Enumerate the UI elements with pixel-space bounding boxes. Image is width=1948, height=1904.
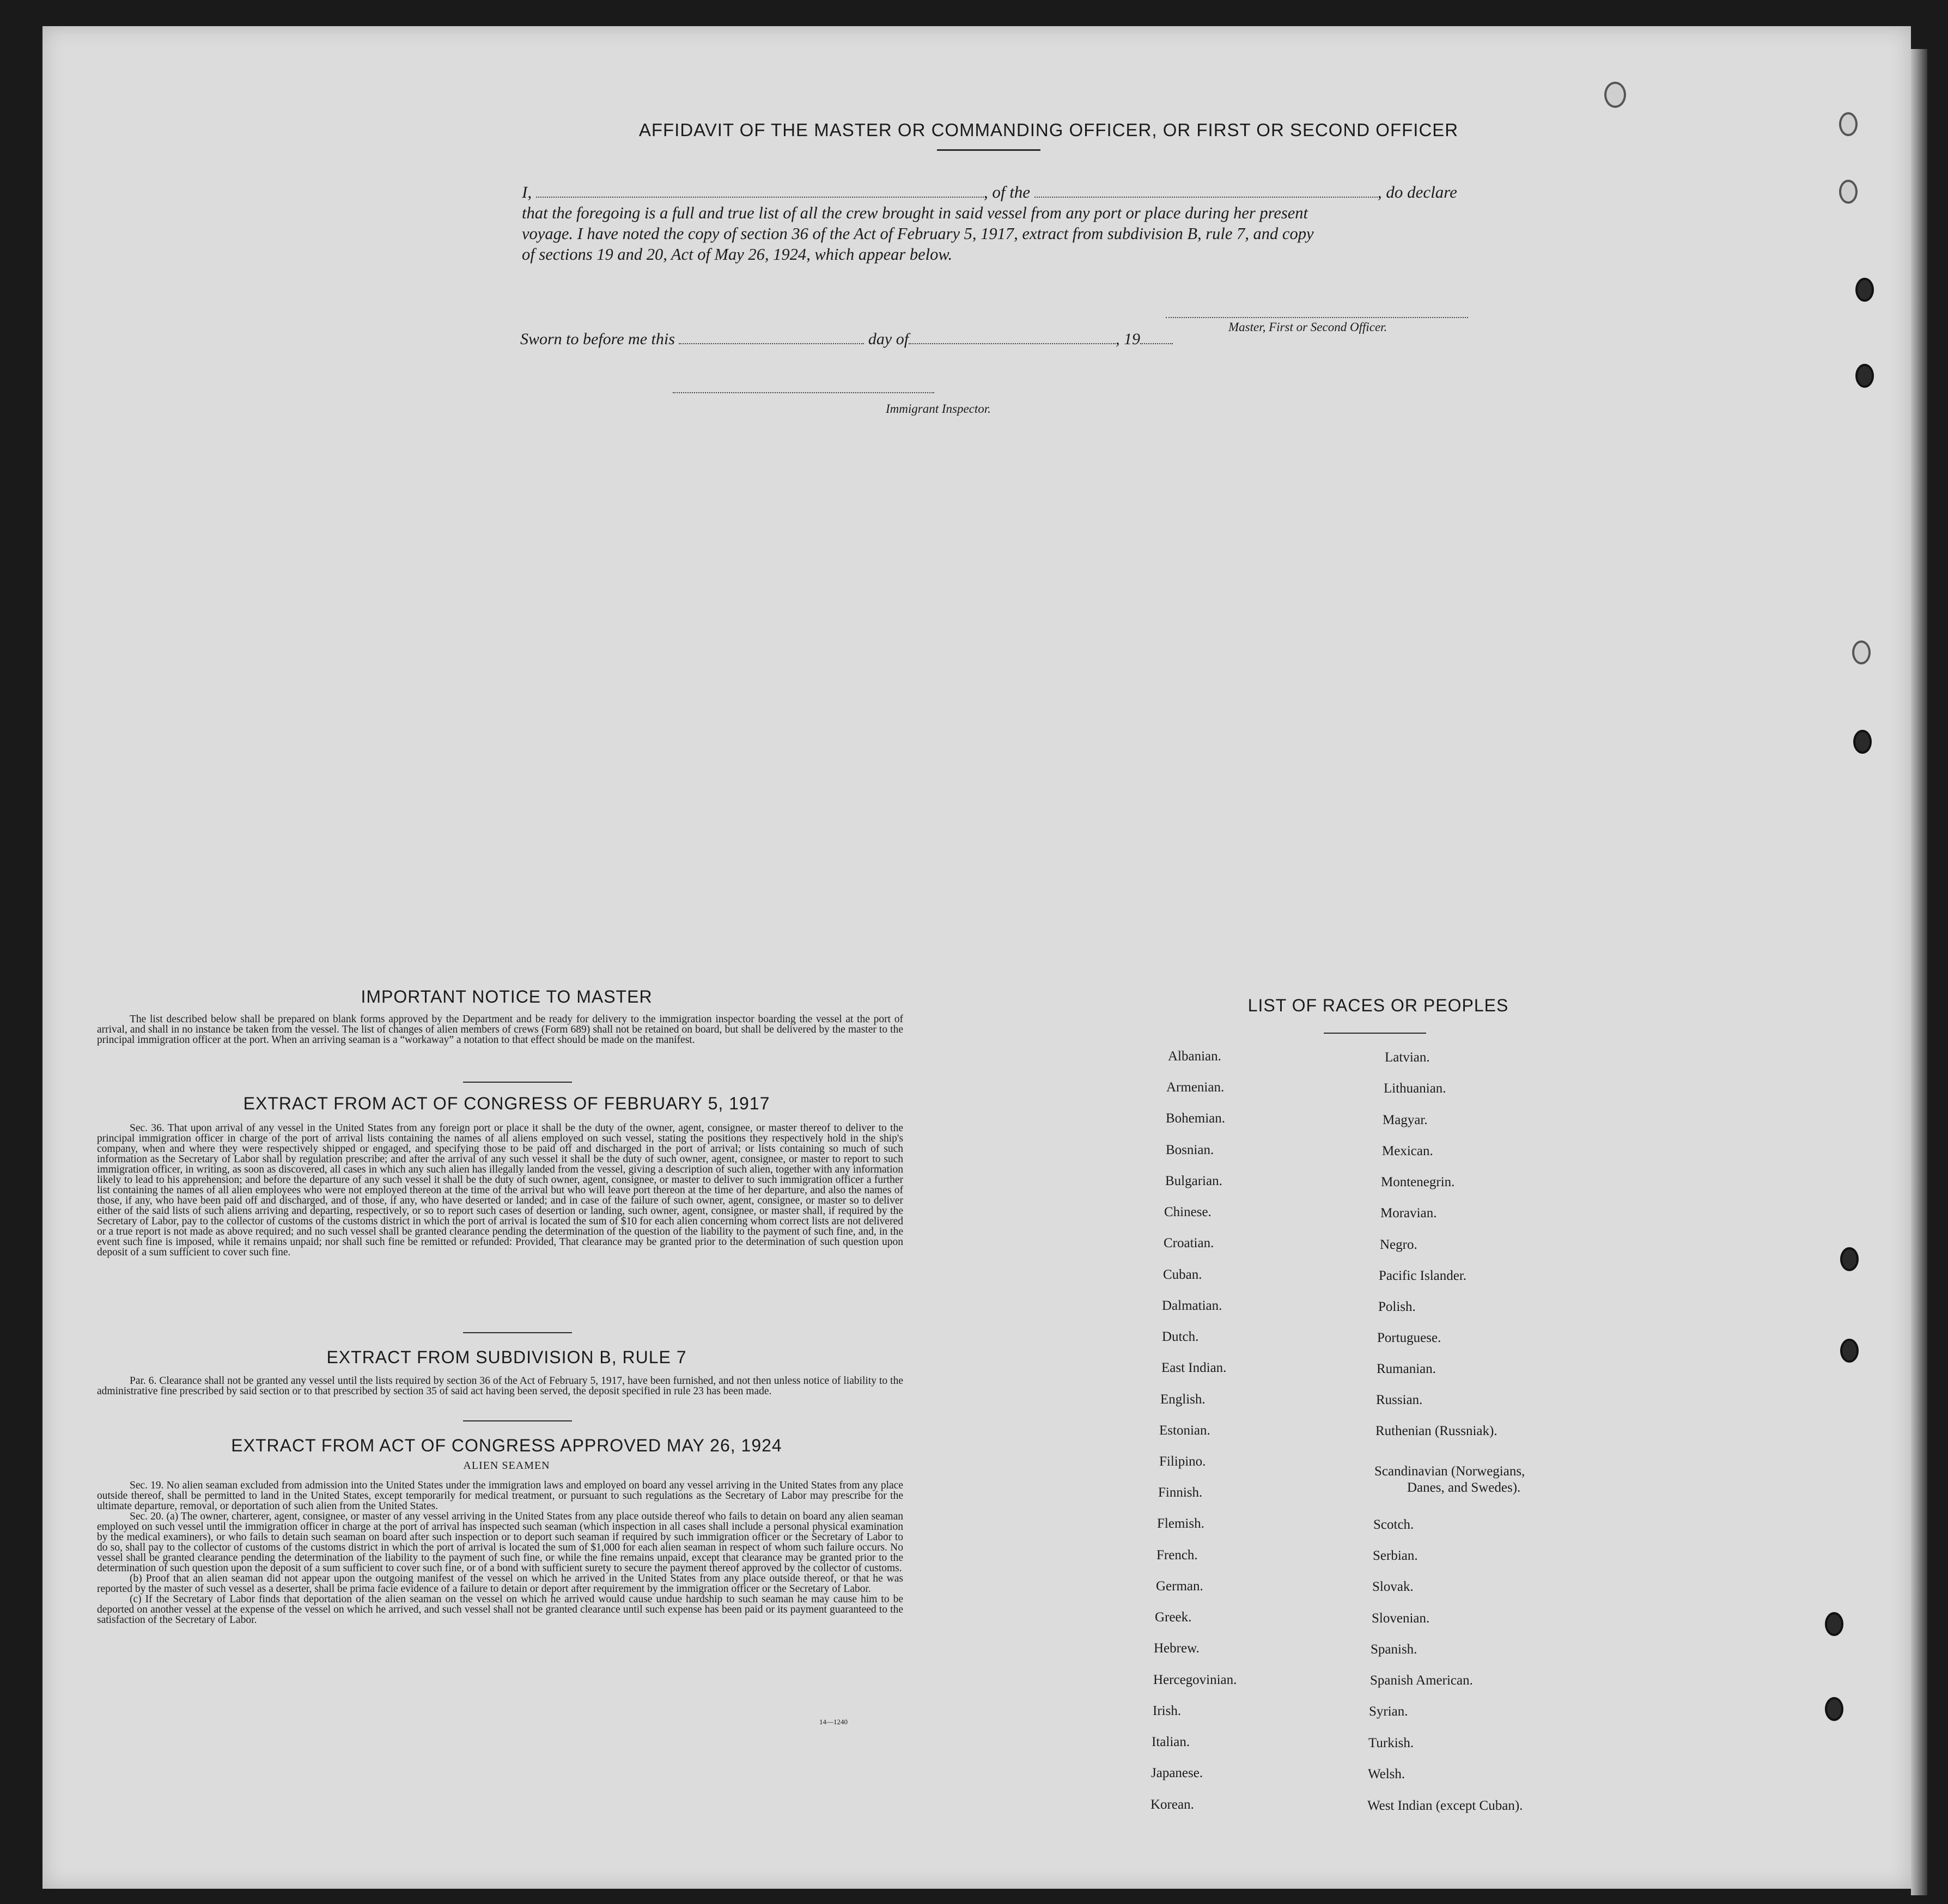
divider [463, 1420, 572, 1421]
races-title: LIST OF RACES OR PEOPLES [1247, 996, 1509, 1015]
race-item: Hercegovinian. [1153, 1673, 1237, 1687]
race-item: Armenian. [1166, 1080, 1225, 1095]
sec20c-text: (c) If the Secretary of Labor finds that deportation of the alien seaman on the vessel on which he arrived would cause undue hardship to such seaman he may cause him to be deported on another vessel at the expense of the vessel on which he arrived, and such vessel shall not be granted clearance until such expense has been paid or its payment guaranteed to the satisfaction of the Secretary of Labor. [97, 1594, 903, 1626]
notice-title: IMPORTANT NOTICE TO MASTER [361, 987, 653, 1006]
binder-hole [1825, 1697, 1843, 1721]
binder-hole [1839, 180, 1858, 204]
race-item: Danes, and Swedes). [1407, 1480, 1521, 1495]
form-number: 14—1240 [819, 1718, 848, 1726]
sworn-month-field[interactable] [909, 330, 1116, 344]
race-item: Negro. [1380, 1237, 1417, 1252]
master-signature-label: Master, First or Second Officer. [1228, 320, 1387, 334]
extract-1924-body [97, 1480, 903, 1625]
affidavit-body [522, 182, 1508, 265]
sworn-year-field[interactable] [1140, 330, 1173, 344]
race-item: Polish. [1378, 1299, 1416, 1314]
race-item: Welsh. [1368, 1767, 1405, 1781]
race-item: Spanish. [1371, 1642, 1417, 1657]
binder-hole [1840, 1247, 1859, 1271]
race-item: Turkish. [1368, 1736, 1414, 1750]
affidavit-i-label: I, [522, 182, 532, 202]
race-item: Bulgarian. [1165, 1174, 1222, 1188]
race-item: Greek. [1155, 1610, 1192, 1625]
race-item: Rumanian. [1377, 1362, 1436, 1376]
race-item: Ruthenian (Russniak). [1375, 1424, 1497, 1438]
race-item: French. [1156, 1548, 1198, 1563]
race-item: Italian. [1152, 1735, 1190, 1749]
race-item: Bosnian. [1166, 1143, 1214, 1157]
notice-text: The list described below shall be prepared on blank forms approved by the Department and be ready for delivery to the immigration inspector boarding the vessel at the port of arrival, and shall in no instance be taken from the vessel. The list of changes of alien members of crews (Form 689) shall not be retained on board, but shall be delivered by the master to the principal immigration officer at the port. When an arriving seaman is a “workaway” a notation to that effect should be made on the manifest. [97, 1014, 903, 1046]
race-item: Filipino. [1159, 1454, 1206, 1469]
race-item: Magyar. [1383, 1113, 1428, 1127]
extract-1924-title: EXTRACT FROM ACT OF CONGRESS APPROVED MAY 26, 1924 [231, 1436, 782, 1455]
race-item: Estonian. [1159, 1423, 1210, 1438]
race-item: Slovenian. [1372, 1611, 1430, 1626]
sworn-label: Sworn to before me this [520, 330, 675, 348]
inspector-label: Immigrant Inspector. [886, 402, 991, 416]
binder-hole [1825, 1612, 1843, 1636]
name-blank-field[interactable] [536, 184, 984, 198]
race-item: Latvian. [1385, 1050, 1430, 1065]
race-item: English. [1160, 1392, 1206, 1407]
binder-hole [1852, 640, 1871, 664]
inspector-signature-line[interactable] [673, 392, 934, 393]
race-item: Korean. [1150, 1797, 1194, 1812]
affidavit-line-2: voyage. I have noted the copy of section 36 of the Act of February 5, 1917, extract from subdivision B, rule 7, and copy [522, 224, 1314, 243]
race-item: Scotch. [1373, 1517, 1414, 1532]
race-item: Flemish. [1157, 1516, 1204, 1531]
extract-1917-text: Sec. 36. That upon arrival of any vessel in the United States from any foreign port or place it shall be the duty of the owner, agent, consignee, or master thereof to deliver to the principal immigration officer in charge of the port of arrival lists containing the names of all aliens employed on such vessel, stating the positions they respectively hold in the ship's company, when and where they were respectively shipped or engaged, and specifying those to be paid off and discharged in the port of arrival; or lists containing so much of such information as the Secretary of Labor shall by regulation prescribe; and after the arrival of any such vessel it shall be the duty of such owner, agent, consignee, or master to report to such immigration officer, in writing, as soon as discovered, all cases in which any such alien has illegally landed from the vessel, giving a description of such alien, together with any information likely to lead to his apprehension; and before the departure of any such vessel it shall be the duty of such owner, agent, consignee, or master to deliver to such immigration officer a further list containing the names of all alien employees who were not employed thereon at the time of the arrival but who will leave port thereon at the time of her departure, and also the names of those, if any, who have been paid off and discharged, and of those, if any, who have deserted or landed; and in case of the failure of such owner, agent, consignee, or master so to deliver either of the said lists of such aliens arriving and departing, respectively, or so to report such cases of desertion or landing, such owner, agent, consignee, or master shall, if required by the Secretary of Labor, pay to the collector of customs of the customs district in which the port of arrival is located the sum of $10 for each alien concerning whom correct lists are not delivered or a true report is not made as above required; and no such vessel shall be granted clearance pending the determination of the question of the liability to the payment of such fine, and, in the event such fine is imposed, while it remains unpaid; nor shall such fine be remitted or refunded: Provided, That clearance may be granted prior to the determination of such question upon deposit of a sum sufficient to cover such fine. [97, 1122, 903, 1258]
race-item: Cuban. [1163, 1267, 1202, 1282]
year-prefix: , 19 [1116, 330, 1141, 348]
race-item: Dalmatian. [1162, 1298, 1222, 1313]
race-item: Albanian. [1168, 1049, 1221, 1064]
race-item: Serbian. [1373, 1548, 1418, 1563]
divider [463, 1332, 572, 1333]
binder-hole [1855, 278, 1874, 302]
binder-hole [1604, 82, 1626, 108]
sec20a-text: Sec. 20. (a) The owner, charterer, agent, consignee, or master of any vessel arriving in the United States from any place outside thereof who fails to detain on board any alien seaman employed on such vessel until the immigration officer in charge at the port of arrival has inspected such seaman (which inspection in all cases shall include a personal physical examination by the medical examiners), or who fails to detain such seaman on board after such inspection or to deport such seaman if required by such immigration officer or the Secretary of Labor to do so, shall pay to the collector of customs of the customs district in which the port of arrival is located the sum of $1,000 for each alien seaman in respect of whom such failure occurs. No vessel shall be granted clearance pending the determination of the liability to the payment of such fine, or while the fine remains unpaid, except that clearance may be granted prior to the determination of such question upon the deposit of a sum sufficient to cover such fine, or of a bond with sufficient surety to secure the payment thereof approved by the collector of customs. [97, 1511, 903, 1574]
binder-hole [1855, 364, 1874, 388]
race-item: Montenegrin. [1381, 1175, 1455, 1189]
sec20b-text: (b) Proof that an alien seaman did not appear upon the outgoing manifest of the vessel on which he arrived in the United States from any place outside thereof, or that he was reported by the master of such vessel as a deserter, shall be prima facie evidence of a failure to detain or deport after requirement by the immigration officer or the Secretary of Labor. [97, 1573, 903, 1595]
race-item: Spanish American. [1370, 1673, 1473, 1688]
race-item: Portuguese. [1377, 1331, 1441, 1345]
vessel-blank-field[interactable] [1034, 184, 1378, 198]
race-item: Moravian. [1380, 1206, 1437, 1220]
race-item: East Indian. [1161, 1360, 1227, 1375]
affidavit-do-declare: , do declare [1377, 182, 1457, 202]
divider [1324, 1033, 1426, 1034]
race-item: Finnish. [1158, 1485, 1203, 1500]
race-item: Mexican. [1382, 1144, 1433, 1158]
race-item: Croatian. [1164, 1236, 1214, 1250]
divider [463, 1082, 572, 1083]
race-item: Chinese. [1164, 1205, 1212, 1219]
race-item: Lithuanian. [1384, 1081, 1446, 1096]
race-item: Bohemian. [1166, 1111, 1226, 1126]
page-edge [1911, 49, 1927, 1895]
binder-hole [1839, 112, 1858, 136]
rule7-text: Par. 6. Clearance shall not be granted any vessel until the lists required by section 36 of the Act of February 5, 1917, have been furnished, and not then unless notice of liability to the administrative fine prescribed by said section or to that prescribed by section 35 of said act having been served, the deposit specified in rule 23 has been made. [97, 1375, 903, 1397]
sec19-text: Sec. 19. No alien seaman excluded from admission into the United States under the immigration laws and employed on board any vessel arriving in the United States from any place outside thereof, shall be permitted to land in the United States, except temporarily for medical treatment, or pursuant to such regulations as the Secretary of Labor may prescribe for the ultimate departure, removal, or deportation of such alien from the United States. [97, 1480, 903, 1512]
race-item: Slovak. [1372, 1579, 1414, 1594]
binder-hole [1840, 1339, 1859, 1363]
alien-seamen-subtitle: ALIEN SEAMEN [463, 1460, 550, 1472]
race-item: Japanese. [1151, 1766, 1203, 1780]
race-item: Dutch. [1162, 1329, 1199, 1344]
race-item: Scandinavian (Norwegians, [1374, 1464, 1525, 1479]
binder-hole [1853, 730, 1872, 754]
race-item: Syrian. [1369, 1704, 1408, 1719]
race-item: Hebrew. [1154, 1641, 1200, 1656]
divider [937, 149, 1040, 151]
race-item: West Indian (except Cuban). [1367, 1798, 1523, 1813]
race-item: German. [1156, 1579, 1203, 1594]
extract-1917-title: EXTRACT FROM ACT OF CONGRESS OF FEBRUARY 5, 1917 [243, 1094, 770, 1113]
rule7-title: EXTRACT FROM SUBDIVISION B, RULE 7 [326, 1347, 687, 1367]
race-item: Russian. [1376, 1393, 1423, 1407]
day-of-label: day of [868, 330, 909, 348]
affidavit-of-the: , of the [983, 182, 1031, 202]
race-item: Pacific Islander. [1379, 1268, 1467, 1283]
master-signature-line[interactable] [1166, 317, 1468, 318]
affidavit-line-1: that the foregoing is a full and true list of all the crew brought in said vessel from any port or place during her present [522, 204, 1308, 222]
sworn-day-field[interactable] [679, 330, 864, 344]
race-item: Irish. [1153, 1704, 1182, 1718]
affidavit-title: AFFIDAVIT OF THE MASTER OR COMMANDING OFFICER, OR FIRST OR SECOND OFFICER [638, 120, 1459, 140]
affidavit-line-3: of sections 19 and 20, Act of May 26, 1924, which appear below. [522, 245, 953, 264]
